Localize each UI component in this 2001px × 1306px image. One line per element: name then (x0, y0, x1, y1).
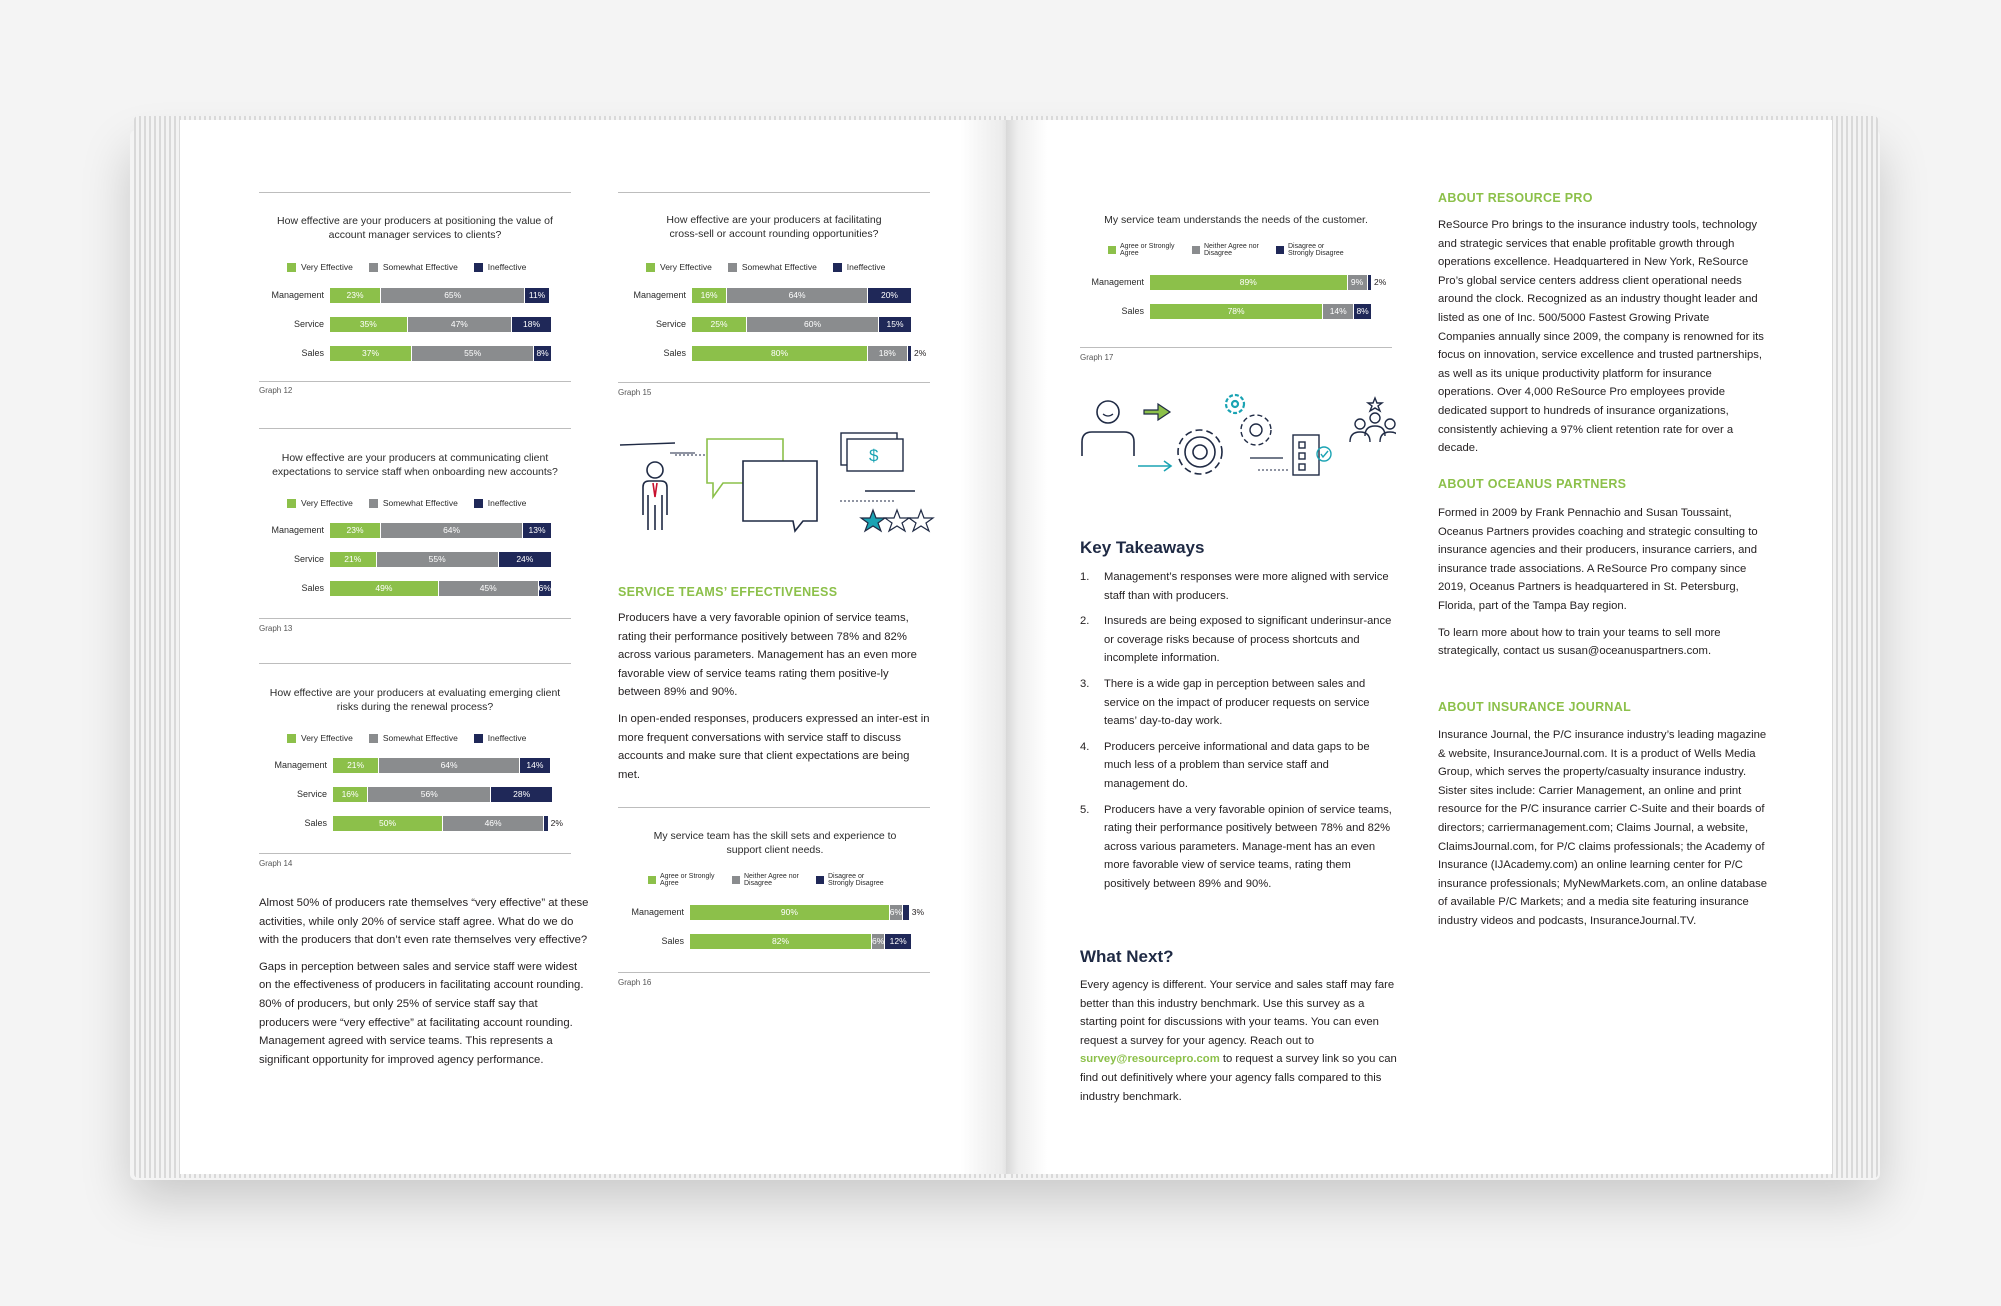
graph13-question: How effective are your producers at communicating client expectations to service staff when onboarding new accounts? (272, 452, 558, 479)
process-illustration (1078, 390, 1396, 490)
arrow-right-icon (1144, 404, 1170, 420)
graph12-bar (330, 317, 552, 332)
about-resource-text: ReSource Pro brings to the insurance industry tools, technology and strategic services that enable profitable growth through operations excellence. Headquartered in New York, ReSource Pro’s global service centers address client operational needs around the clock. Recognized as an industry thought leader and listed as one of Inc. 500/5000 Fastest Growing Private Companies annually since 2009, the company is renowned for its focus on innovation, service excellence and trusted partnerships, as well as its unique productivity platform for insurance operations. Over 4,000 ReSource Pro employees provide dedicated support to hundreds of insurance organizations, consistently achieving a 97% client retention rate for over a decade. (1438, 219, 1764, 455)
graph12-question: How effective are your producers at positioning the value of account manager services to clients? (277, 215, 553, 242)
graph13-segment: 24% (499, 552, 552, 567)
divider (259, 428, 571, 429)
row-label: Sales (301, 348, 324, 358)
graph16-segment: 6% (890, 905, 903, 920)
graph14-question: How effective are your producers at evaluating emerging client risks during the renewal process? (269, 687, 561, 714)
graph15-bar (692, 317, 912, 332)
graph13-segment: 45% (439, 581, 539, 596)
graph15-segment: 16% (692, 288, 727, 303)
what-next-title: What Next? (1080, 947, 1174, 966)
row-label: Sales (1121, 306, 1144, 316)
gear-icon (1226, 395, 1244, 413)
graph15-segment: 15% (879, 317, 912, 332)
graph12-segment: 55% (412, 346, 534, 361)
graph15-label: Graph 15 (618, 388, 652, 397)
graph17-legend: Agree or Strongly Agree Neither Agree nor Disagree Disagree or Strongly Disagree (1108, 243, 1350, 258)
service-teams-text (618, 609, 933, 792)
graph14-outside-label: 2% (550, 818, 563, 828)
left-paragraph-2: Gaps in perception between sales and service staff were widest on the effectiveness of producers in facilitating account rounding. 80% of producers, but only 25% of service staff say that producers were “very effective” at facilitating account rounding. Management agreed with service teams. This represents a significant opportunity for improved agency performance. (259, 960, 584, 1066)
about-oceanus-title: ABOUT OCEANUS PARTNERS (1438, 477, 1627, 491)
graph16-outside-label: 3% (911, 907, 925, 917)
money-icon (841, 433, 903, 471)
left-body-text (259, 894, 589, 1077)
person-icon (643, 462, 667, 530)
graph17-segment: 9% (1348, 275, 1368, 290)
graph15-segment: 18% (868, 346, 908, 361)
graph14-bar (333, 816, 549, 831)
list-item: 2. Insureds are being exposed to significant underinsur-ance or coverage risks because of process shortcuts and incomplete information. (1080, 615, 1392, 665)
row-label: Management (633, 290, 686, 300)
graph16-bar (690, 905, 910, 920)
graph13-segment: 49% (330, 581, 439, 596)
communication-illustration (615, 425, 935, 540)
graph16-bar (690, 934, 912, 949)
graph14-label: Graph 14 (259, 859, 293, 868)
graph14-segment: 16% (333, 787, 368, 802)
gear-icon (1178, 430, 1222, 474)
divider (259, 381, 571, 382)
service-paragraph-1: Producers have a very favorable opinion of service teams, rating their performance positively between 78% and 82% across various parameters. Management has an even more favorable view of service teams rating them positive-ly between 89% and 90%. (618, 612, 917, 699)
graph16-segment: 6% (872, 934, 885, 949)
graph17-segment (1368, 275, 1372, 290)
graph12-segment: 11% (525, 288, 549, 303)
about-ij-text: Insurance Journal, the P/C insurance industry’s leading magazine & website, InsuranceJournal.com. It is a product of Wells Media Group, which serves the property/casualty insurance industry. Sister sites include: Carrier Management, an online and print resource for the P/C insurance carrier C-Suite and their boards of directors; carriermanagement.com; Claims Journal, a website, ClaimsJournal.com, for P/C claims professionals; the Academy of Insurance (IJAcademy.com) an online learning center for P/C insurance professionals; MyNewMarkets.com, an online database of available P/C Markets; and a media site featuring insurance industry videos and podcasts, InsuranceJournal.TV. (1438, 729, 1768, 927)
person-icon (1082, 401, 1134, 456)
graph17-segment: 8% (1354, 304, 1372, 319)
graph12-segment: 37% (330, 346, 412, 361)
row-label: Sales (663, 348, 686, 358)
graph13-segment: 55% (377, 552, 499, 567)
list-item: 5. Producers have a very favorable opinion of service teams, rating their performance positively between 78% and 82% across various parameters. Manage-ment has an even more favorable view of service teams, rating them positively between 89% and 90%. (1080, 803, 1392, 890)
graph12-segment: 23% (330, 288, 381, 303)
divider (259, 618, 571, 619)
speech-bubble-icon (743, 461, 817, 531)
graph12-segment: 8% (534, 346, 552, 361)
star-rating-icon (861, 510, 933, 531)
graph15-segment: 60% (747, 317, 879, 332)
graph13-bar (330, 552, 552, 567)
graph17-bar (1150, 275, 1372, 290)
graph17-label: Graph 17 (1080, 353, 1114, 362)
oceanus-paragraph-1: Formed in 2009 by Frank Pennachio and Susan Toussaint, Oceanus Partners provides coaching and strategic consulting to insurance agencies and their producers, insurance carriers, and insurance trade associations. A ReSource Pro company since 2019, Oceanus Partners is headquartered in St. Petersburg, Florida, part of the Tampa Bay region. (1438, 507, 1758, 612)
graph12-segment: 47% (408, 317, 512, 332)
graph15-legend: Very Effective Somewhat Effective Ineffective (646, 262, 885, 272)
about-ij-title: ABOUT INSURANCE JOURNAL (1438, 700, 1632, 714)
graph16-question: My service team has the skill sets and experience to support client needs. (653, 830, 897, 857)
row-label: Sales (661, 936, 684, 946)
row-label: Management (1091, 277, 1144, 287)
row-label: Sales (301, 583, 324, 593)
graph12-segment: 35% (330, 317, 408, 332)
graph14-segment: 56% (368, 787, 491, 802)
graph15-segment: 64% (727, 288, 868, 303)
graph15-segment (908, 346, 912, 361)
graph16-segment: 90% (690, 905, 890, 920)
graph12-bar (330, 288, 550, 303)
service-paragraph-2: In open-ended responses, producers expressed an inter-est in more frequent conversations with service staff to discuss accounts and make sure that client expectations are being met. (618, 712, 930, 781)
key-takeaways-list (1080, 568, 1395, 901)
graph16-legend: Agree or Strongly Agree Neither Agree nor Disagree Disagree or Strongly Disagree (648, 873, 890, 888)
service-teams-title: SERVICE TEAMS’ EFFECTIVENESS (618, 585, 838, 599)
divider (1080, 347, 1392, 348)
checklist-icon (1293, 435, 1331, 475)
graph15-outside-label: 2% (914, 348, 927, 358)
graph14-segment: 21% (333, 758, 379, 773)
graph15-segment: 20% (868, 288, 912, 303)
graph15-bar (692, 288, 912, 303)
list-item: 4. Producers perceive informational and data gaps to be much less of a problem than service staff and management do. (1080, 740, 1370, 790)
graph15-segment: 80% (692, 346, 868, 361)
survey-email-link[interactable]: survey@resourcepro.com (1080, 1053, 1220, 1066)
graph13-segment: 6% (539, 581, 552, 596)
graph17-question: My service team understands the needs of the customer. (1104, 214, 1368, 226)
about-oceanus-text (1438, 504, 1768, 669)
graph14-bar (333, 758, 551, 773)
graph13-bar (330, 581, 552, 596)
graph16-segment: 12% (885, 934, 912, 949)
graph12-legend: Very Effective Somewhat Effective Ineffective (287, 262, 526, 272)
graph13-bar (330, 523, 552, 538)
oceanus-paragraph-2: To learn more about how to train your teams to sell more strategically, contact us susan@oceanuspartners.com. (1438, 626, 1721, 658)
graph17-segment: 78% (1150, 304, 1323, 319)
team-icon (1350, 398, 1396, 442)
divider (618, 972, 930, 973)
row-label: Management (271, 525, 324, 535)
graph15-segment: 25% (692, 317, 747, 332)
graph15-bar (692, 346, 912, 361)
graph16-label: Graph 16 (618, 978, 652, 987)
svg-text:$: $ (869, 446, 879, 465)
graph12-label: Graph 12 (259, 386, 293, 395)
row-label: Management (274, 760, 327, 770)
row-label: Service (293, 554, 324, 564)
row-label: Sales (304, 818, 327, 828)
graph13-segment: 64% (381, 523, 523, 538)
key-takeaways-title: Key Takeaways (1080, 538, 1205, 557)
graph17-outside-label: 2% (1374, 277, 1387, 287)
gear-icon (1241, 415, 1271, 445)
graph14-segment (544, 816, 548, 831)
list-item: 1. Management’s responses were more aligned with service staff than with producers. (1080, 571, 1389, 602)
graph13-segment: 23% (330, 523, 381, 538)
row-label: Management (271, 290, 324, 300)
left-paragraph-1: Almost 50% of producers rate themselves “very effective” at these activities, while only 20% of service staff agree. What do we do with the producers that don’t even rate themselves very effective? (259, 897, 589, 947)
graph16-segment (903, 905, 910, 920)
graph17-segment: 89% (1150, 275, 1348, 290)
row-label: Service (293, 319, 324, 329)
graph13-segment: 13% (523, 523, 552, 538)
row-label: Service (655, 319, 686, 329)
graph13-segment: 21% (330, 552, 377, 567)
graph12-segment: 65% (381, 288, 525, 303)
list-item: 3. There is a wide gap in perception between sales and service on the impact of producer requests on service teams’ day-to-day work. (1080, 677, 1370, 728)
graph14-bar (333, 787, 553, 802)
graph14-segment: 46% (443, 816, 544, 831)
graph17-bar (1150, 304, 1372, 319)
graph17-segment: 14% (1323, 304, 1354, 319)
row-label: Service (296, 789, 327, 799)
divider (618, 807, 930, 808)
graph14-segment: 28% (491, 787, 553, 802)
what-next-text: Every agency is different. Your service and sales staff may fare better than this industry benchmark. Use this survey as a starting point for discussions with your teams. You can even request a survey for your agency. Reach out to survey@resourcepro.com to request a survey link so you can find out definitively where your agency falls compared to this industry benchmark. (1080, 979, 1397, 1103)
divider (259, 663, 571, 664)
graph14-legend: Very Effective Somewhat Effective Ineffective (287, 733, 526, 743)
graph14-segment: 50% (333, 816, 443, 831)
divider (259, 853, 571, 854)
graph12-segment: 18% (512, 317, 552, 332)
graph14-segment: 14% (520, 758, 551, 773)
graph16-segment: 82% (690, 934, 872, 949)
about-resource-title: ABOUT RESOURCE PRO (1438, 191, 1593, 205)
divider (618, 192, 930, 193)
graph13-label: Graph 13 (259, 624, 293, 633)
graph13-legend: Very Effective Somewhat Effective Ineffective (287, 498, 526, 508)
divider (259, 192, 571, 193)
divider (618, 382, 930, 383)
row-label: Management (631, 907, 684, 917)
graph15-question: How effective are your producers at facilitating cross-sell or account rounding opportunities? (666, 214, 882, 241)
graph14-segment: 64% (379, 758, 520, 773)
graph12-bar (330, 346, 552, 361)
